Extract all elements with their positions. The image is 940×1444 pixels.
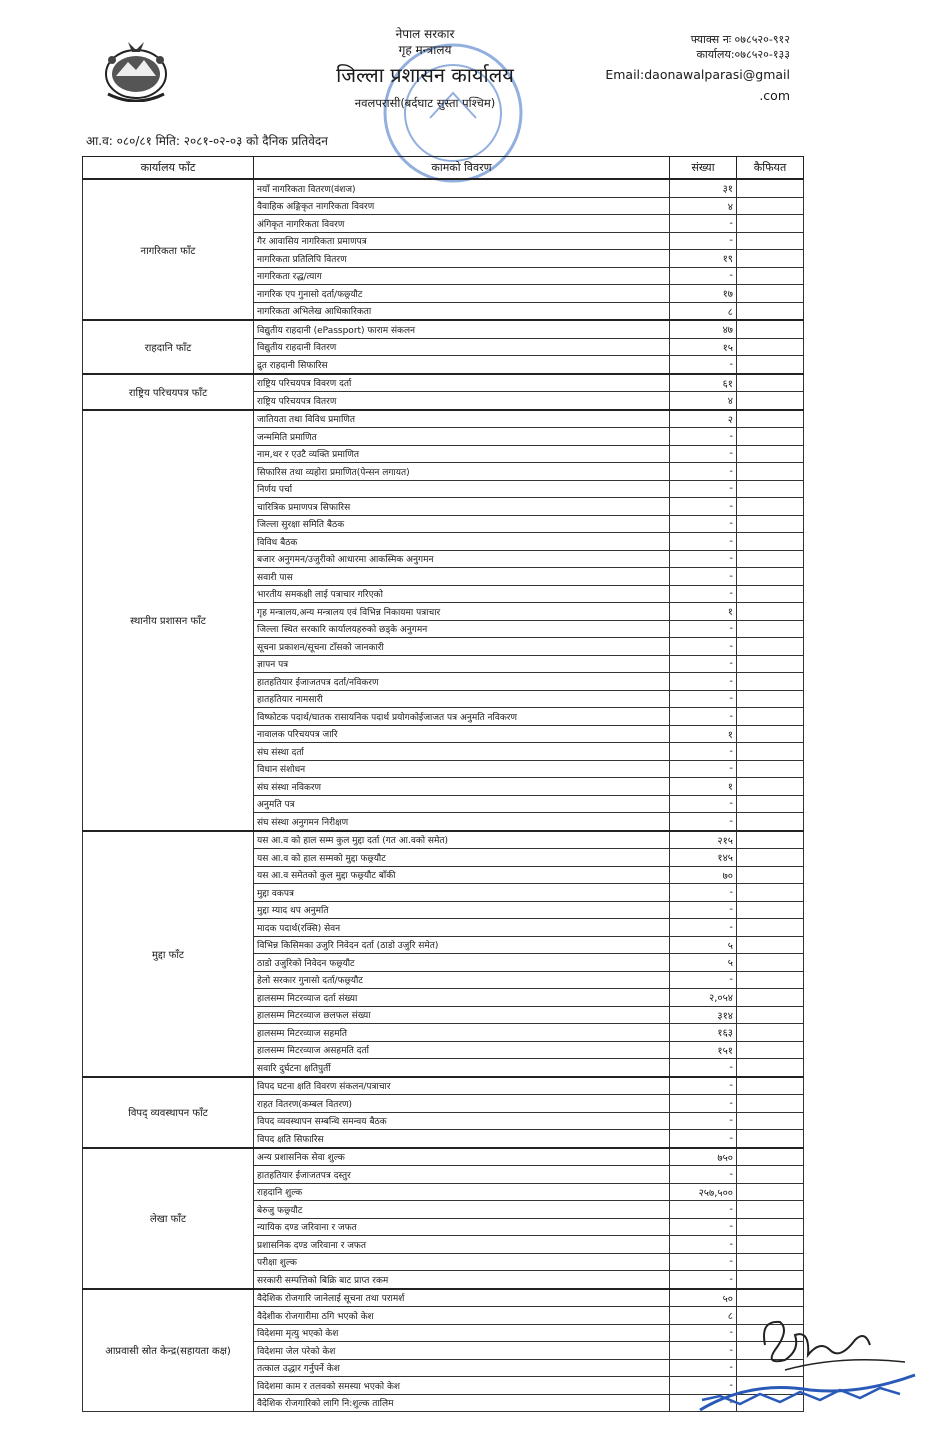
work-count: - — [670, 498, 737, 516]
table-row — [83, 1148, 804, 1166]
remarks-cell — [737, 250, 804, 268]
remarks-cell — [737, 585, 804, 603]
work-count: - — [670, 1377, 737, 1395]
col-header-remarks: कैफियत — [737, 157, 804, 180]
work-description: यस आ.व समेतको कुल मुद्दा फछ्र्यौट बाँकी — [254, 866, 670, 884]
work-count: ४ — [670, 392, 737, 410]
remarks-cell — [737, 463, 804, 481]
remarks-cell — [737, 690, 804, 708]
work-description: परीक्षा शुल्क — [254, 1253, 670, 1271]
table-row — [83, 320, 804, 338]
work-count: - — [670, 813, 737, 831]
work-description: जन्ममिति प्रमाणित — [254, 428, 670, 446]
remarks-cell — [737, 1130, 804, 1148]
work-count: - — [670, 673, 737, 691]
remarks-cell — [737, 831, 804, 849]
remarks-cell — [737, 849, 804, 867]
remarks-cell — [737, 285, 804, 303]
work-count: - — [670, 533, 737, 551]
remarks-cell — [737, 919, 804, 937]
work-count: - — [670, 1112, 737, 1130]
remarks-cell — [737, 954, 804, 972]
work-description: वैवाहिक अङ्गिकृत नागरिकता विवरण — [254, 197, 670, 215]
remarks-cell — [737, 480, 804, 498]
remarks-cell — [737, 760, 804, 778]
work-description: राहत वितरण(कम्बल वितरण) — [254, 1095, 670, 1113]
work-description: हालसम्म मिटरव्याज छलफल संख्या — [254, 1006, 670, 1024]
remarks-cell — [737, 232, 804, 250]
work-count: - — [670, 1324, 737, 1342]
work-description: सरकारी सम्पत्तिको बिक्रि बाट प्राप्त रकम — [254, 1271, 670, 1289]
work-description: अंगिकृत नागरिकता विवरण — [254, 215, 670, 233]
work-description: नागरिकता प्रतिलिपि वितरण — [254, 250, 670, 268]
work-count: ६१ — [670, 374, 737, 392]
table-row — [83, 831, 804, 849]
signature-icon — [690, 1300, 930, 1425]
work-count: - — [670, 795, 737, 813]
work-description: संघ संस्था दर्ता — [254, 743, 670, 761]
work-description: हातहतियार ईजाजतपत्र दर्ता/नविकरण — [254, 673, 670, 691]
col-header-count: संख्या — [670, 157, 737, 180]
remarks-cell — [737, 1041, 804, 1059]
remarks-cell — [737, 445, 804, 463]
work-count: ८ — [670, 1307, 737, 1325]
work-description: अनुमति पत्र — [254, 795, 670, 813]
col-header-section: कार्यालय फाँट — [83, 157, 254, 180]
email-line-1: Email:daonawalparasi@gmail — [605, 67, 790, 82]
work-description: निर्णय पर्चा — [254, 480, 670, 498]
work-description: विपद क्षति सिफारिस — [254, 1130, 670, 1148]
daily-report-table — [82, 156, 804, 1412]
work-count: - — [670, 971, 737, 989]
remarks-cell — [737, 356, 804, 374]
work-count: ३१४ — [670, 1006, 737, 1024]
remarks-cell — [737, 374, 804, 392]
work-count: १ — [670, 778, 737, 796]
work-count: - — [670, 428, 737, 446]
work-count: - — [670, 356, 737, 374]
remarks-cell — [737, 971, 804, 989]
work-description: अन्य प्रशासनिक सेवा शुल्क — [254, 1148, 670, 1166]
work-description: यस आ.व को हाल सम्मको मुद्दा फछ्र्यौट — [254, 849, 670, 867]
work-description: ठाडो उजुरिको निवेदन फछ्र्यौट — [254, 954, 670, 972]
remarks-cell — [737, 1006, 804, 1024]
remarks-cell — [737, 1218, 804, 1236]
remarks-cell — [737, 320, 804, 338]
remarks-cell — [737, 1077, 804, 1095]
remarks-cell — [737, 428, 804, 446]
table-row — [83, 410, 804, 428]
work-count: - — [670, 919, 737, 937]
remarks-cell — [737, 638, 804, 656]
work-count: - — [670, 1342, 737, 1360]
work-count: ५० — [670, 1289, 737, 1307]
work-description: सवारि दुर्घटना क्षतिपुर्ती — [254, 1059, 670, 1077]
work-count: - — [670, 620, 737, 638]
work-description: जिल्ला स्थित सरकारि कार्यालयहरुको छड्के अनुगमन — [254, 620, 670, 638]
work-description: विदेशमा मृत्यु भएको केश — [254, 1324, 670, 1342]
work-description: वैदेशिक रोजगारि जानेलाई सूचना तथा परामर्श — [254, 1289, 670, 1307]
section-name: स्थानीय प्रशासन फाँट — [83, 410, 254, 831]
work-count: - — [670, 901, 737, 919]
work-description: प्रशासनिक दण्ड जरिवाना र जफत — [254, 1236, 670, 1254]
work-count: - — [670, 515, 737, 533]
work-description: विदेशमा काम र तलवको समस्या भएको केश — [254, 1377, 670, 1395]
remarks-cell — [737, 498, 804, 516]
work-description: हातहतियार नामसारी — [254, 690, 670, 708]
remarks-cell — [737, 302, 804, 320]
report-title: आ.व: ०८०/८१ मिति: २०८१-०२-०३ को दैनिक प्रतिवेदन — [86, 134, 328, 148]
table-row — [83, 179, 804, 197]
remarks-cell — [737, 267, 804, 285]
remarks-cell — [737, 1148, 804, 1166]
work-description: मुद्दा वकपत्र — [254, 884, 670, 902]
work-description: जिल्ला सुरक्षा समिति बैठक — [254, 515, 670, 533]
remarks-cell — [737, 1253, 804, 1271]
fax-number: फ्याक्स नः ०७८५२०-९१२ — [690, 33, 790, 46]
work-count: - — [670, 1359, 737, 1377]
work-count: - — [670, 215, 737, 233]
work-count: १ — [670, 725, 737, 743]
work-count: ५ — [670, 936, 737, 954]
work-description: नावालक परिचयपत्र जारि — [254, 725, 670, 743]
remarks-cell — [737, 1201, 804, 1219]
work-description: वैदेशीक रोजगारीमा ठगि भएको केश — [254, 1307, 670, 1325]
work-description: हालसम्म मिटरव्याज सहमति — [254, 1024, 670, 1042]
table-row — [83, 1077, 804, 1095]
work-description: मुद्दा म्याद थप अनुमति — [254, 901, 670, 919]
remarks-cell — [737, 778, 804, 796]
contact-info — [600, 32, 790, 104]
remarks-cell — [737, 795, 804, 813]
work-count: - — [670, 1077, 737, 1095]
work-description: सूचना प्रकाशन/सूचना टाँसको जानकारी — [254, 638, 670, 656]
office-location: नवलपरासी(बर्दघाट सुस्ता पश्चिम) — [354, 96, 496, 110]
work-count: - — [670, 550, 737, 568]
work-description: हेलो सरकार गुनासो दर्ता/फछ्र्यौट — [254, 971, 670, 989]
remarks-cell — [737, 533, 804, 551]
remarks-cell — [737, 743, 804, 761]
work-description: बजार अनुगमन/उजुरीको आधारमा आकस्मिक अनुगमन — [254, 550, 670, 568]
ministry-name: गृह मन्त्रालय — [398, 43, 452, 57]
work-description: विविध बैठक — [254, 533, 670, 551]
work-count: - — [670, 232, 737, 250]
work-count: ३१ — [670, 179, 737, 197]
work-count: - — [670, 585, 737, 603]
work-count: २,०५४ — [670, 989, 737, 1007]
work-count: - — [670, 1130, 737, 1148]
work-count: - — [670, 480, 737, 498]
section-name: नागरिकता फाँट — [83, 179, 254, 320]
work-count: - — [670, 1394, 737, 1412]
work-count: - — [670, 463, 737, 481]
table-row — [83, 374, 804, 392]
remarks-cell — [737, 1183, 804, 1201]
work-description: नाम,थर र एउटै व्यक्ति प्रमाणित — [254, 445, 670, 463]
remarks-cell — [737, 215, 804, 233]
work-count: ७५० — [670, 1148, 737, 1166]
remarks-cell — [737, 725, 804, 743]
work-description: मादक पदार्थ(रक्सि) सेवन — [254, 919, 670, 937]
remarks-cell — [737, 603, 804, 621]
work-description: नागरिकता रद्ध/त्याग — [254, 267, 670, 285]
remarks-cell — [737, 620, 804, 638]
work-count: - — [670, 445, 737, 463]
remarks-cell — [737, 866, 804, 884]
work-description: हालसम्म मिटरव्याज दर्ता संख्या — [254, 989, 670, 1007]
work-description: हातहतियार ईजाजतपत्र दस्तुर — [254, 1166, 670, 1184]
work-count: - — [670, 638, 737, 656]
work-count: १ — [670, 603, 737, 621]
work-count: - — [670, 1236, 737, 1254]
work-count: - — [670, 267, 737, 285]
work-count: ८ — [670, 302, 737, 320]
work-description: विपद घटना क्षति विवरण संकलन/पत्राचार — [254, 1077, 670, 1095]
work-count: - — [670, 708, 737, 726]
work-description: राष्ट्रिय परिचयपत्र वितरण — [254, 392, 670, 410]
remarks-cell — [737, 989, 804, 1007]
work-description: वैदेशिक रोजगारिको लागि नि:शुल्क तालिम — [254, 1394, 670, 1412]
work-description: राहदानि शुल्क — [254, 1183, 670, 1201]
remarks-cell — [737, 901, 804, 919]
remarks-cell — [737, 936, 804, 954]
remarks-cell — [737, 338, 804, 356]
section-name: राष्ट्रिय परिचयपत्र फाँट — [83, 374, 254, 410]
work-description: विभिन्न किसिमका उजुरि निवेदन दर्ता (ठाडो उजुरि समेत) — [254, 936, 670, 954]
remarks-cell — [737, 550, 804, 568]
remarks-cell — [737, 655, 804, 673]
remarks-cell — [737, 1095, 804, 1113]
work-count: ४ — [670, 197, 737, 215]
work-description: चारित्रिक प्रमाणपत्र सिफारिस — [254, 498, 670, 516]
office-phone: कार्यालय:०७८५२०-१३३ — [696, 48, 790, 61]
work-count: १६३ — [670, 1024, 737, 1042]
work-description: गैर आवासिय नागरिकता प्रमाणपत्र — [254, 232, 670, 250]
section-name: लेखा फाँट — [83, 1148, 254, 1289]
work-description: विपद व्यवस्थापन सम्बन्धि समन्वय बैठक — [254, 1112, 670, 1130]
work-count: - — [670, 568, 737, 586]
work-count: - — [670, 884, 737, 902]
remarks-cell — [737, 410, 804, 428]
work-count: १९ — [670, 250, 737, 268]
work-count: - — [670, 655, 737, 673]
remarks-cell — [737, 1112, 804, 1130]
work-description: विदेशमा जेल परेको केश — [254, 1342, 670, 1360]
work-description: नागरिक एप गुनासो दर्ता/फछ्र्यौट — [254, 285, 670, 303]
work-count: - — [670, 1166, 737, 1184]
work-description: संघ संस्था अनुगमन निरीक्षण — [254, 813, 670, 831]
remarks-cell — [737, 1059, 804, 1077]
work-description: ज्ञापन पत्र — [254, 655, 670, 673]
remarks-cell — [737, 813, 804, 831]
office-header — [300, 26, 550, 112]
remarks-cell — [737, 673, 804, 691]
work-description: द्रुत राहदानी सिफारिस — [254, 356, 670, 374]
work-description: विष्फोटक पदार्थ/घातक रासायनिक पदार्थ प्रयोगकोईजाजत पत्र अनुमति नविकरण — [254, 708, 670, 726]
work-description: सवारी पास — [254, 568, 670, 586]
section-name: मुद्दा फाँट — [83, 831, 254, 1077]
work-count: - — [670, 760, 737, 778]
work-description: न्यायिक दण्ड जरिवाना र जफत — [254, 1218, 670, 1236]
work-description: गृह मन्त्रालय,अन्य मन्त्रालय एवं विभिन्न निकायमा पत्राचार — [254, 603, 670, 621]
remarks-cell — [737, 884, 804, 902]
work-description: संघ संस्था नविकरण — [254, 778, 670, 796]
work-count: - — [670, 1218, 737, 1236]
work-description: यस आ.व को हाल सम्म कुल मुद्दा दर्ता (गत आ.वको समेत) — [254, 831, 670, 849]
work-count: १५१ — [670, 1041, 737, 1059]
remarks-cell — [737, 1236, 804, 1254]
work-description: विद्युतीय राहदानी (ePassport) फाराम संकलन — [254, 320, 670, 338]
work-description: नयाँ नागरिकता वितरण(वंशज) — [254, 179, 670, 197]
work-count: १५ — [670, 338, 737, 356]
remarks-cell — [737, 515, 804, 533]
work-count: २१५ — [670, 831, 737, 849]
work-count: - — [670, 1059, 737, 1077]
remarks-cell — [737, 708, 804, 726]
remarks-cell — [737, 1024, 804, 1042]
remarks-cell — [737, 1271, 804, 1289]
section-name: विपद् व्यवस्थापन फाँट — [83, 1077, 254, 1148]
work-description: विधान संशोधन — [254, 760, 670, 778]
work-description: भारतीय समकक्षी लाई पत्राचार गरिएको — [254, 585, 670, 603]
table-body — [83, 179, 804, 1412]
work-description: हालसम्म मिटरव्याज असहमति दर्ता — [254, 1041, 670, 1059]
work-description: विद्युतीय राहदानी वितरण — [254, 338, 670, 356]
remarks-cell — [737, 1166, 804, 1184]
remarks-cell — [737, 392, 804, 410]
work-count: - — [670, 690, 737, 708]
work-description: राष्ट्रिय परिचयपत्र विवरण दर्ता — [254, 374, 670, 392]
nepal-emblem-icon — [98, 38, 174, 102]
table-header-row — [83, 157, 804, 180]
col-header-description: कामको विवरण — [254, 157, 670, 180]
work-description: नागरिकता अभिलेख आधिकारिकता — [254, 302, 670, 320]
work-count: ७० — [670, 866, 737, 884]
email-line-2: .com — [759, 88, 790, 103]
work-count: - — [670, 1271, 737, 1289]
work-description: तत्काल उद्धार गर्नुपर्ने केश — [254, 1359, 670, 1377]
work-description: जातियता तथा विविध प्रमाणित — [254, 410, 670, 428]
remarks-cell — [737, 179, 804, 197]
work-description: बेरुजु फछ्र्यौट — [254, 1201, 670, 1219]
work-count: - — [670, 1095, 737, 1113]
work-count: ४७ — [670, 320, 737, 338]
work-count: - — [670, 743, 737, 761]
remarks-cell — [737, 568, 804, 586]
work-count: २५७,५०० — [670, 1183, 737, 1201]
work-count: - — [670, 1201, 737, 1219]
section-name: आप्रवासी स्रोत केन्द्र(सहायता कक्ष) — [83, 1289, 254, 1412]
remarks-cell — [737, 197, 804, 215]
section-name: राहदानि फाँट — [83, 320, 254, 374]
work-count: १७ — [670, 285, 737, 303]
work-count: ५ — [670, 954, 737, 972]
work-count: २ — [670, 410, 737, 428]
office-name: जिल्ला प्रशासन कार्यालय — [336, 63, 514, 87]
work-description: सिफारिस तथा व्यहोरा प्रमाणित(पेन्सन लगायत) — [254, 463, 670, 481]
work-count: १४५ — [670, 849, 737, 867]
government-name: नेपाल सरकार — [395, 27, 455, 41]
work-count: - — [670, 1253, 737, 1271]
